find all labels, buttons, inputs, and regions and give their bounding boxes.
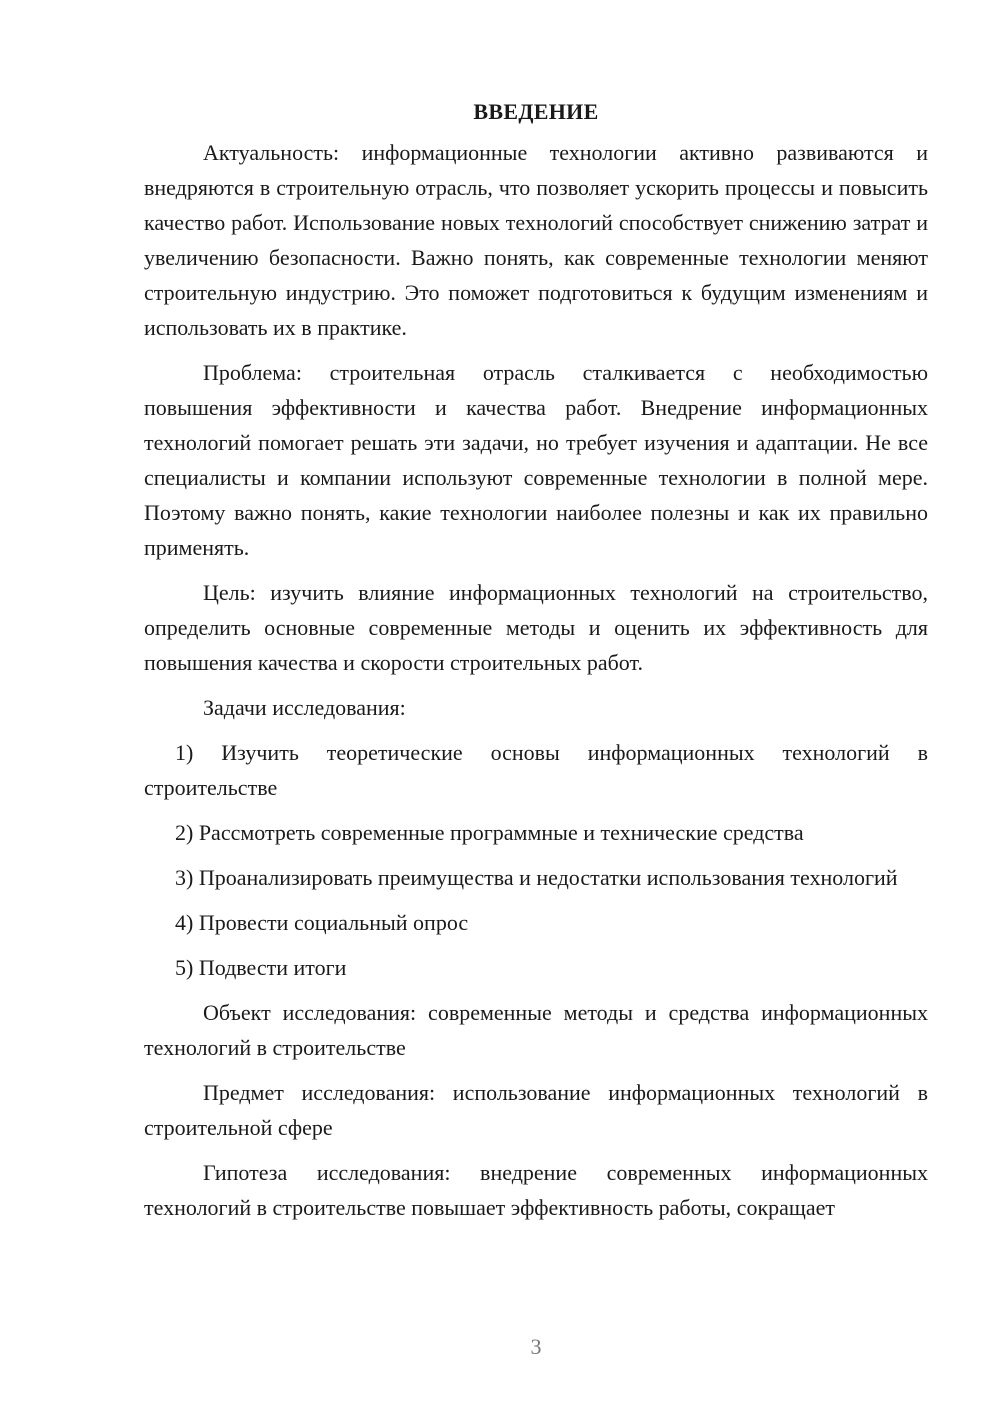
- task-item-5: 5) Подвести итоги: [175, 955, 347, 980]
- task-item-1: 1) Изучить теоретические основы информационных технологий в строительстве: [144, 740, 928, 800]
- paragraph-actuality: Актуальность: информационные технологии активно развиваются и внедряются в строительную отрасль, что позволяет ускорить процессы и повысить качество работ. Использование новых технологий способствует снижению затрат и увеличению безопасности. Важно понять, как современные технологии меняют строительную индустрию. Это поможет подготовиться к будущим изменениям и использовать их в практике.: [144, 140, 928, 340]
- page-number: 3: [530, 1334, 542, 1359]
- task-item-4: 4) Провести социальный опрос: [175, 910, 469, 935]
- paragraph-subject: Предмет исследования: использование информационных технологий в строительной сфере: [144, 1080, 928, 1140]
- task-item-3: 3) Проанализировать преимущества и недостатки использования технологий: [175, 865, 898, 890]
- tasks-list: [144, 735, 928, 985]
- page-content: [144, 94, 928, 1235]
- paragraph-goal: Цель: изучить влияние информационных технологий на строительство, определить основные современные методы и оценить их эффективность для повышения качества и скорости строительных работ.: [144, 580, 928, 675]
- tasks-heading: Задачи исследования:: [203, 695, 406, 720]
- paragraph-problem: Проблема: строительная отрасль сталкивается с необходимостью повышения эффективности и качества работ. Внедрение информационных технологий помогает решать эти задачи, но требует изучения и адаптации. Не все специалисты и компании используют современные технологии в полной мере. Поэтому важно понять, какие технологии наиболее полезны и как их правильно применять.: [144, 360, 928, 560]
- section-title: ВВЕДЕНИЕ: [473, 99, 599, 124]
- task-item-2: 2) Рассмотреть современные программные и технические средства: [175, 820, 804, 845]
- paragraph-object: Объект исследования: современные методы и средства информационных технологий в строительстве: [144, 1000, 928, 1060]
- paragraph-hypothesis: Гипотеза исследования: внедрение современных информационных технологий в строительстве повышает эффективность работы, сокращает: [144, 1160, 928, 1220]
